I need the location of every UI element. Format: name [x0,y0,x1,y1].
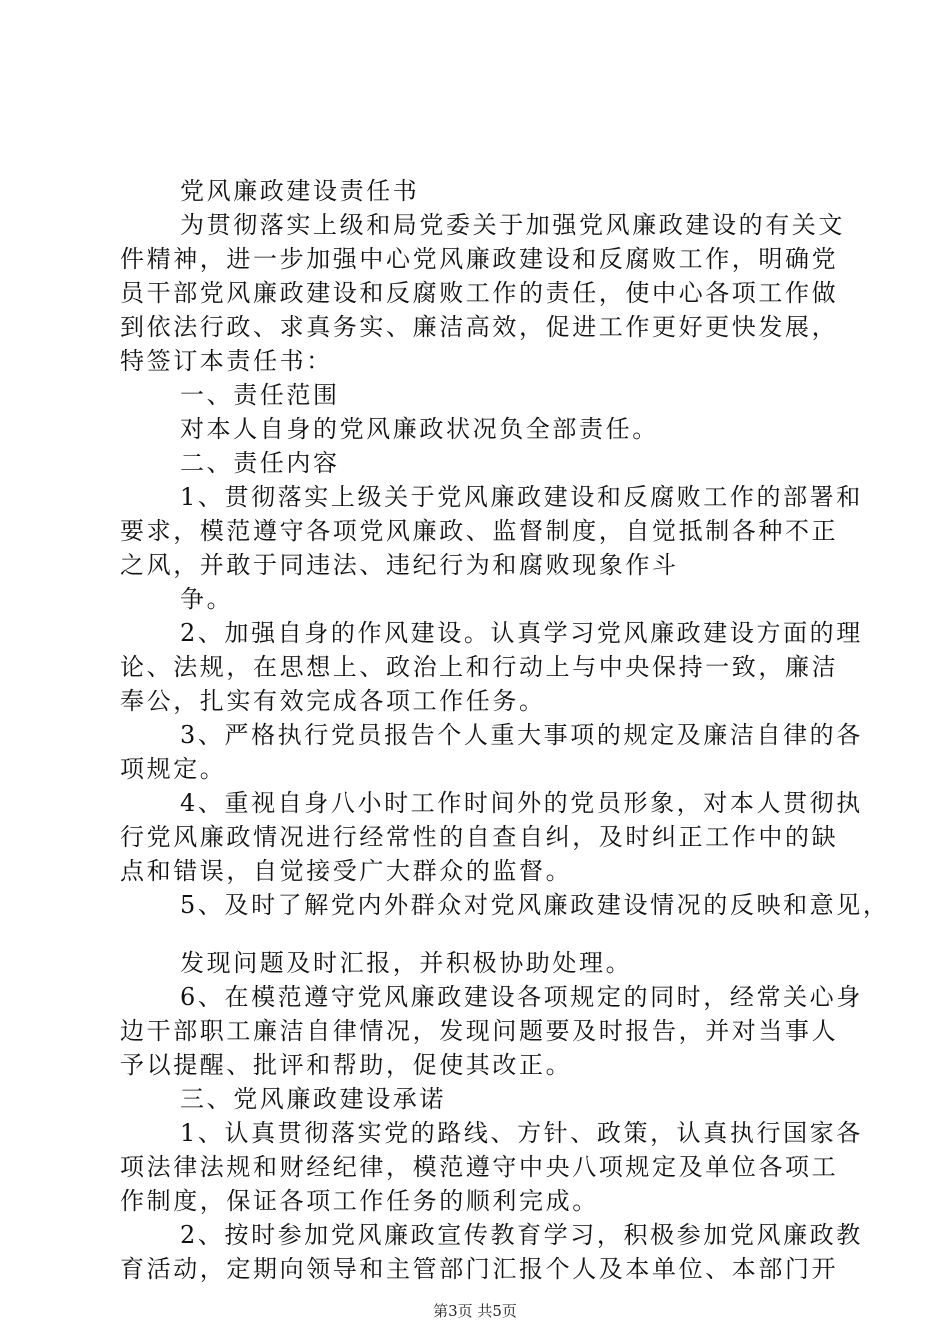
paragraph-line: 边干部职工廉洁自律情况，发现问题要及时报告，并对当事人 [120,1017,839,1045]
section-heading: 三、党风廉政建设承诺 [180,1085,446,1113]
paragraph-line: 1、认真贯彻落实党的路线、方针、政策，认真执行国家各 [180,1119,863,1147]
section-heading: 一、责任范围 [180,381,340,409]
paragraph-line: 3、严格执行党员报告个人重大事项的规定及廉洁自律的各 [180,721,863,749]
document-title: 党风廉政建设责任书 [180,177,420,205]
paragraph-line: 2、加强自身的作风建设。认真学习党风廉政建设方面的理 [180,619,863,647]
paragraph-line: 奉公，扎实有效完成各项工作任务。 [120,687,546,715]
paragraph-line: 4、重视自身八小时工作时间外的党员形象，对本人贯彻执 [180,789,863,817]
paragraph-line: 争。 [180,585,234,613]
paragraph-line: 项法律法规和财经纪律，模范遵守中央八项规定及单位各项工 [120,1153,839,1181]
paragraph-line: 作制度，保证各项工作任务的顺利完成。 [120,1187,599,1215]
paragraph-line: 之风，并敢于同违法、违纪行为和腐败现象作斗 [120,551,679,579]
paragraph-line: 对本人自身的党风廉政状况负全部责任。 [180,415,659,443]
paragraph-line: 2、按时参加党风廉政宣传教育学习，积极参加党风廉政教 [180,1221,863,1249]
paragraph-line: 员干部党风廉政建设和反腐败工作的责任，使中心各项工作做 [120,279,839,307]
paragraph-line: 到依法行政、求真务实、廉洁高效，促进工作更好更快发展， [120,313,839,341]
paragraph-line: 6、在模范遵守党风廉政建设各项规定的同时，经常关心身 [180,983,863,1011]
section-heading: 二、责任内容 [180,449,340,477]
paragraph-line: 发现问题及时汇报，并积极协助处理。 [180,949,633,977]
paragraph-line: 件精神，进一步加强中心党风廉政建设和反腐败工作，明确党 [120,245,839,273]
paragraph-line: 育活动，定期向领导和主管部门汇报个人及本单位、本部门开 [120,1255,839,1283]
paragraph-line: 要求，模范遵守各项党风廉政、监督制度，自觉抵制各种不正 [120,517,839,545]
paragraph-line: 项规定。 [120,755,227,783]
paragraph-line: 论、法规，在思想上、政治上和行动上与中央保持一致，廉洁 [120,653,839,681]
paragraph-line: 5、及时了解党内外群众对党风廉政建设情况的反映和意见， [180,891,890,919]
paragraph-line: 点和错误，自觉接受广大群众的监督。 [120,857,573,885]
page-number-footer: 第3页 共5页 [433,1302,517,1320]
paragraph-line: 行党风廉政情况进行经常性的自查自纠，及时纠正工作中的缺 [120,823,839,851]
paragraph-line: 1、贯彻落实上级关于党风廉政建设和反腐败工作的部署和 [180,483,863,511]
paragraph-line: 特签订本责任书： [120,347,333,375]
paragraph-line: 为贯彻落实上级和局党委关于加强党风廉政建设的有关文 [180,211,845,239]
paragraph-line: 予以提醒、批评和帮助，促使其改正。 [120,1051,573,1079]
